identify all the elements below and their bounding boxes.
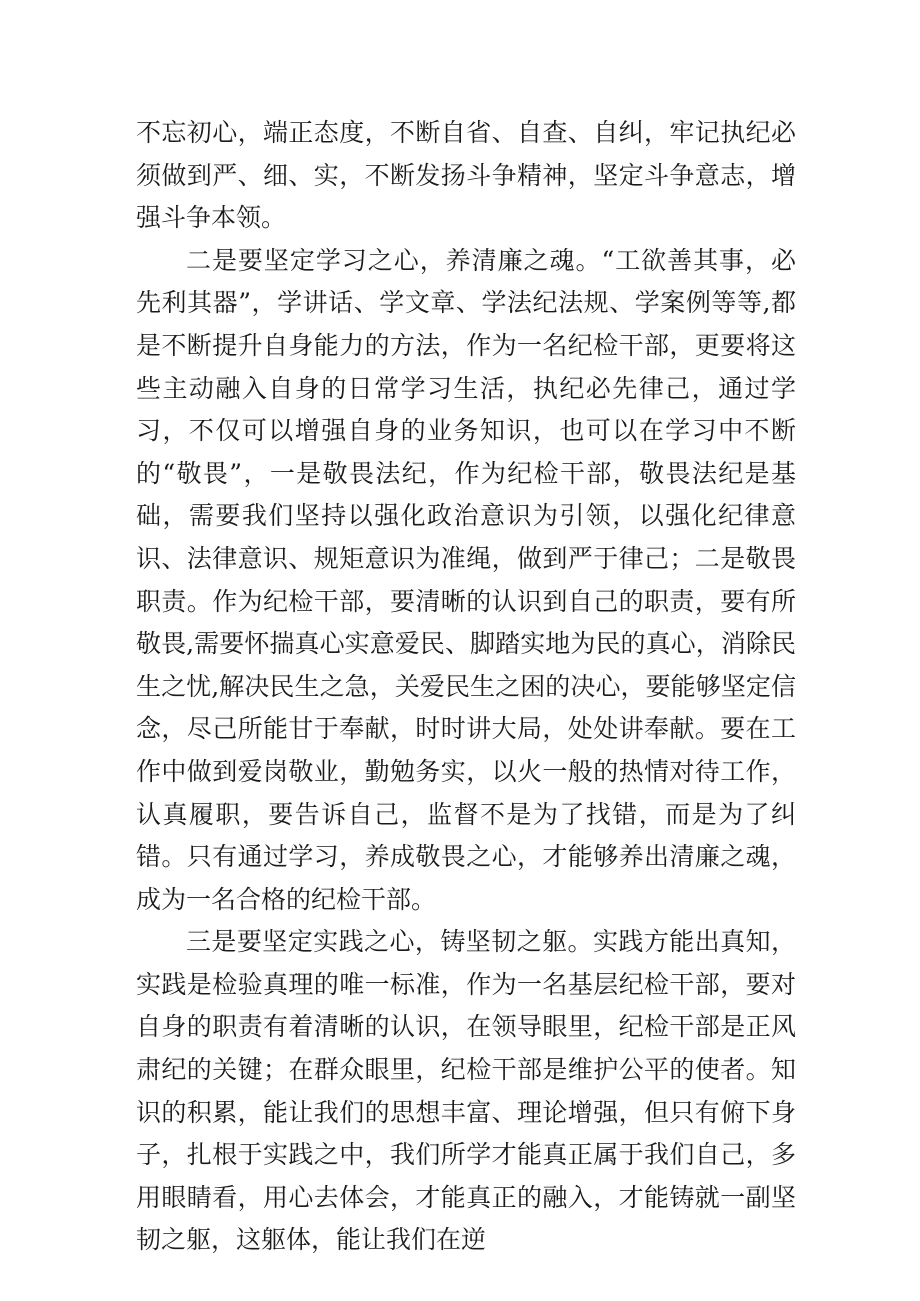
paragraph-continuation: 不忘初心，端正态度，不断自省、自查、自纠，牢记执纪必须做到严、细、实，不断发扬斗争精神，坚定斗争意志，增强斗争本领。 xyxy=(136,118,796,233)
document-body xyxy=(136,112,796,1262)
paragraph-practice: 三是要坚定实践之心，铸坚韧之躯。实践方能出真知，实践是检验真理的唯一标准，作为一名基层纪检干部，要对自身的职责有着清晰的认识，在领导眼里，纪检干部是正风肃纪的关键；在群众眼里，纪检干部是维护公平的使者。知识的积累，能让我们的思想丰富、理论增强，但只有俯下身子，扎根于实践之中，我们所学才能真正属于我们自己，多用眼睛看，用心去体会，才能真正的融入，才能铸就一副坚韧之躯，这躯体，能让我们在逆 xyxy=(136,927,796,1255)
paragraph-study: 二是要坚定学习之心，养清廉之魂。“工欲善其事，必先利其器”，学讲话、学文章、学法纪法规、学案例等等,都是不断提升自身能力的方法，作为一名纪检干部，更要将这些主动融入自身的日常学习生活，执纪必先律己，通过学习，不仅可以增强自身的业务知识，也可以在学习中不断的“敬畏”，一是敬畏法纪，作为纪检干部，敬畏法纪是基础，需要我们坚持以强化政治意识为引领，以强化纪律意识、法律意识、规矩意识为准绳，做到严于律己；二是敬畏职责。作为纪检干部，要清晰的认识到自己的职责，要有所敬畏,需要怀揣真心实意爱民、脚踏实地为民的真心，消除民生之忧,解决民生之急，关爱民生之困的决心，要能够坚定信念，尽己所能甘于奉献，时时讲大局，处处讲奉献。要在工作中做到爱岗敬业，勤勉务实，以火一般的热情对待工作，认真履职，要告诉自己，监督不是为了找错，而是为了纠错。只有通过学习，养成敬畏之心，才能够养出清廉之魂，成为一名合格的纪检干部。 xyxy=(136,245,796,914)
